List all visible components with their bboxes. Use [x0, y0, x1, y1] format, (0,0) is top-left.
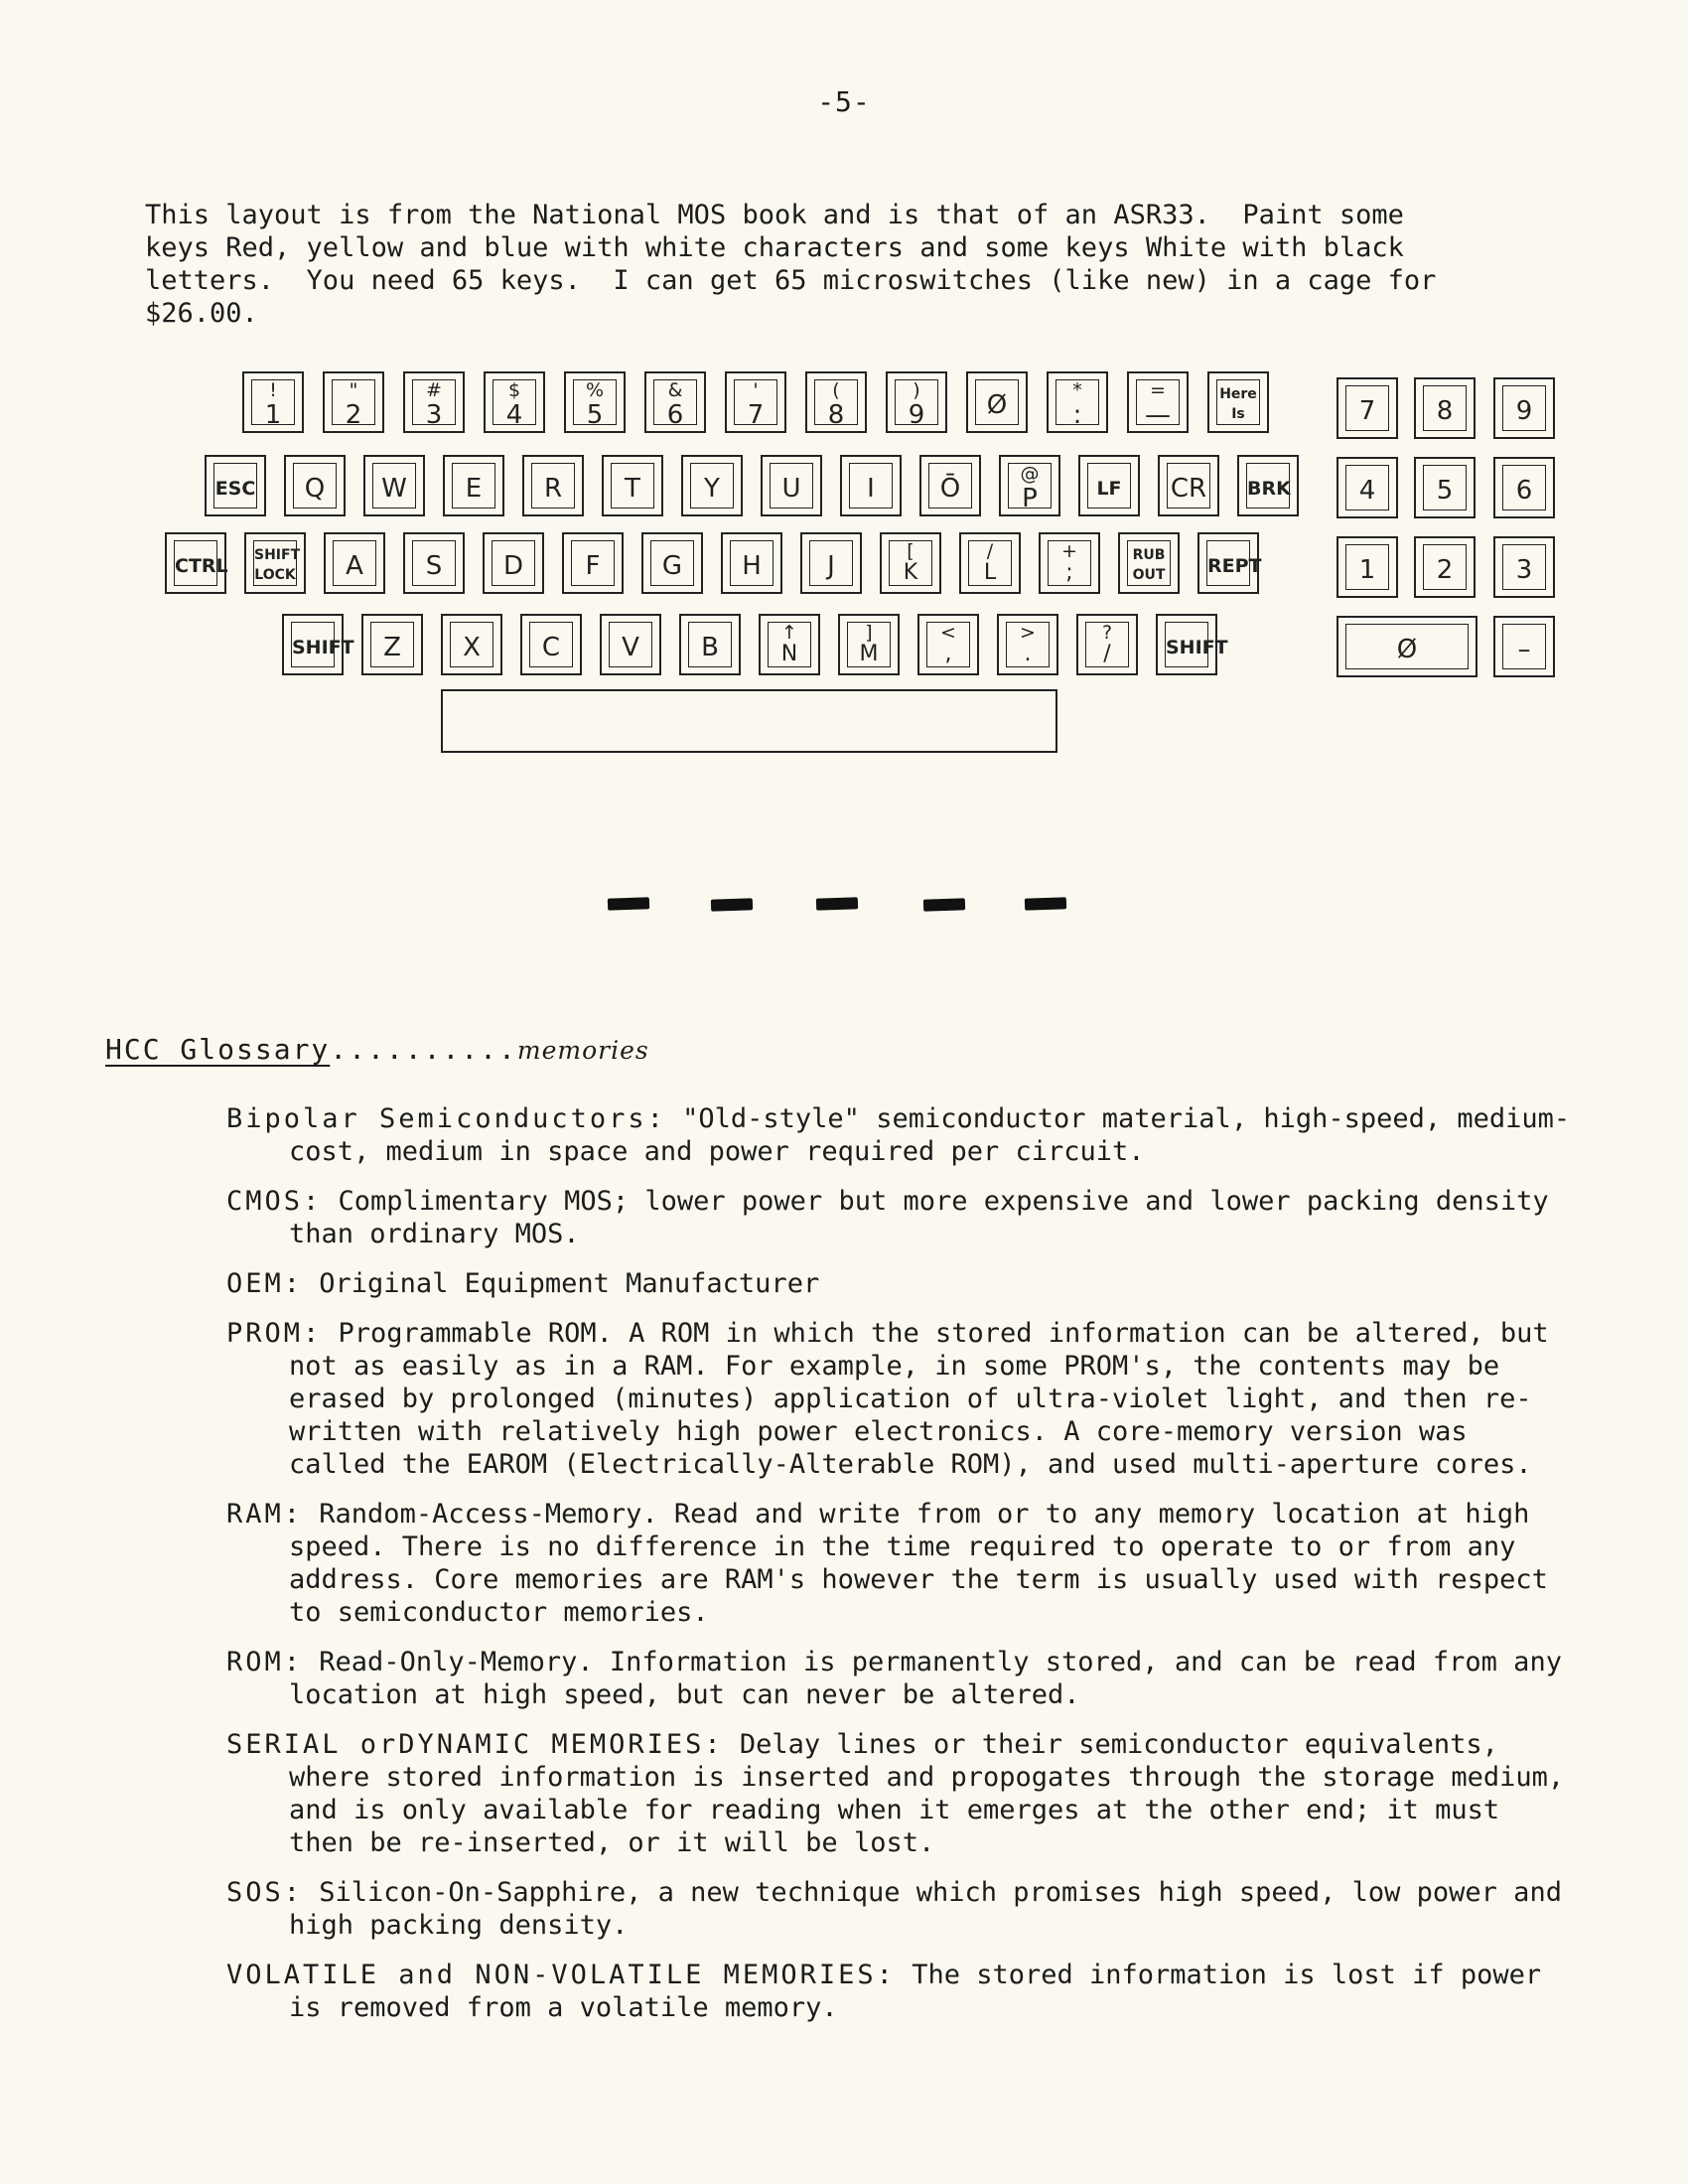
key-label: Ø [1396, 635, 1418, 664]
keyboard-key [1414, 536, 1476, 598]
keyboard-key [244, 532, 306, 594]
key-inner-border [1127, 540, 1171, 586]
key-inner-border [1048, 540, 1091, 586]
key-inner-border [1423, 465, 1467, 510]
key-label: C [541, 633, 561, 662]
keyboard-key [761, 455, 822, 516]
divider-dash [711, 898, 753, 911]
keyboard-key [1336, 616, 1477, 677]
key-inner-border [968, 540, 1012, 586]
key-inner-border [333, 540, 376, 586]
glossary-term: SERIAL orDYNAMIC MEMORIES: [226, 1729, 724, 1760]
key-shift-label: ] [865, 622, 873, 644]
glossary-heading [105, 1033, 649, 1066]
keyboard-key [997, 614, 1058, 675]
key-inner-border [1502, 465, 1546, 510]
keyboard-key [1493, 457, 1555, 518]
key-label: 5 [586, 400, 604, 430]
key-label: SHIFT [292, 636, 354, 658]
keyboard-key [205, 455, 266, 516]
key-label: 4 [1358, 476, 1376, 506]
space-bar [441, 689, 1057, 753]
key-label-line1: Here [1219, 386, 1257, 402]
key-inner-border [332, 379, 375, 430]
divider-dash [816, 897, 858, 910]
glossary-definition: Random-Access-Memory. Read and write from or to any memory location at high speed. There is no difference in the time required to operate to or from any address. Core memories are RAM's however the term is usually used with respect to semiconductor memories. [289, 1499, 1548, 1628]
key-inner-border [1345, 624, 1469, 669]
key-label: M [859, 642, 879, 666]
keyboard-key [564, 371, 626, 433]
key-label: 5 [1436, 476, 1454, 506]
key-label: : [1072, 400, 1082, 430]
keyboard-key [1414, 457, 1476, 518]
keyboard-key [562, 532, 624, 594]
keyboard-key [999, 455, 1060, 516]
key-inner-border [1345, 544, 1389, 590]
key-label: BRK [1247, 477, 1291, 500]
glossary-entry [226, 1185, 1577, 1250]
keyboard-key [363, 455, 425, 516]
key-label: K [903, 560, 918, 585]
keyboard-key [800, 532, 862, 594]
section-divider [608, 898, 1074, 912]
glossary-term: Bipolar Semiconductors: [226, 1103, 666, 1134]
glossary-term: ROM: [226, 1647, 304, 1677]
key-inner-border [895, 379, 938, 430]
key-inner-border [809, 540, 853, 586]
key-label: Y [704, 474, 720, 504]
glossary-dots: .......... [330, 1033, 517, 1066]
key-label: N [780, 642, 798, 666]
key-inner-border [293, 463, 337, 509]
keyboard-key [721, 532, 782, 594]
key-shift-label: $ [507, 379, 521, 401]
key-label: V [622, 633, 639, 662]
keyboard-key [242, 371, 304, 433]
key-label: CTRL [175, 554, 228, 577]
key-label: 9 [1515, 396, 1533, 426]
key-shift-label: > [1020, 622, 1036, 644]
keyboard-key [641, 532, 703, 594]
keyboard-key [1336, 536, 1398, 598]
key-label: REPT [1207, 554, 1262, 577]
divider-dash [608, 897, 649, 910]
keyboard-key [1156, 614, 1228, 675]
key-label: G [661, 551, 683, 581]
key-inner-border [928, 463, 972, 509]
key-inner-border [372, 463, 416, 509]
key-shift-label: ) [913, 379, 920, 401]
key-label: 2 [1436, 555, 1454, 585]
key-inner-border [529, 622, 573, 667]
keyboard-key [1336, 457, 1398, 518]
key-inner-border [847, 622, 891, 667]
keyboard-key [681, 455, 743, 516]
key-label: R [543, 474, 563, 504]
key-label: P [1022, 484, 1038, 513]
key-inner-border [253, 540, 301, 586]
key-inner-border [849, 463, 893, 509]
key-label: L [983, 560, 997, 585]
key-shift-label: + [1061, 540, 1077, 562]
key-label: CR [1170, 474, 1207, 504]
keyboard-key [1039, 532, 1100, 594]
key-inner-border [1502, 544, 1546, 590]
keyboard-key [1076, 614, 1138, 675]
keyboard-key [522, 455, 584, 516]
key-inner-border [531, 463, 575, 509]
keyboard-key [1118, 532, 1180, 594]
glossary-definition: Programmable ROM. A ROM in which the stored information can be altered, but not as easily as in a RAM. For example, in some PROM's, the contents may be erased by prolonged (minutes) application of ultra-violet light, and then re-written with relatively high power electronics. A core-memory version was called the EAROM (Electrically-Alterable ROM), and used multi-aperture cores. [289, 1318, 1549, 1480]
glossary-term: OEM: [226, 1268, 304, 1299]
key-inner-border [1502, 624, 1546, 669]
key-label: Ø [986, 390, 1008, 420]
key-inner-border [653, 379, 697, 430]
key-label: – [1517, 635, 1531, 664]
key-inner-border [412, 379, 456, 430]
glossary-definition: Silicon-On-Sapphire, a new technique which promises high speed, low power and high packing density. [289, 1877, 1562, 1941]
glossary-entry [226, 1102, 1577, 1168]
keyboard-key [602, 455, 663, 516]
keyboard-key [959, 532, 1021, 594]
key-label: Ō [939, 474, 961, 504]
glossary-definition: Read-Only-Memory. Information is permanently stored, and can be read from any location at high speed, but can never be altered. [289, 1647, 1562, 1710]
key-label: 3 [1515, 555, 1533, 585]
keyboard-key [1493, 616, 1555, 677]
key-inner-border [452, 463, 495, 509]
key-shift-label: ' [753, 379, 759, 401]
key-label: / [1103, 642, 1111, 666]
key-label: . [1024, 642, 1032, 666]
keyboard-key [1127, 371, 1189, 433]
key-label: S [425, 551, 443, 581]
key-label-line2: Is [1231, 406, 1245, 422]
keyboard-key [805, 371, 867, 433]
key-label: ESC [214, 477, 256, 500]
keyboard-key [1336, 377, 1398, 439]
glossary-subtitle: memories [516, 1036, 649, 1065]
divider-dash [1025, 897, 1066, 910]
key-inner-border [650, 540, 694, 586]
key-label: 9 [908, 400, 925, 430]
key-label: J [827, 551, 835, 581]
key-inner-border [1055, 379, 1099, 430]
keyboard-key [324, 532, 385, 594]
keyboard-key [840, 455, 902, 516]
keyboard-key [484, 371, 545, 433]
key-shift-label: ! [269, 379, 277, 401]
key-inner-border [370, 622, 414, 667]
keyboard-diagram [0, 0, 1688, 775]
glossary-definition: Complimentary MOS; lower power but more expensive and lower packing density than ordinary MOS. [289, 1186, 1549, 1249]
intro-paragraph: This layout is from the National MOS book and is that of an ASR33. Paint some keys Red, yellow and blue with white characters and some keys White with black letters. You need 65 keys. I can get 65 microswitches (like new) in a cage for $26.00. [145, 200, 1437, 329]
keyboard-key [441, 614, 502, 675]
key-inner-border [814, 379, 858, 430]
key-inner-border [889, 540, 932, 586]
key-inner-border [1216, 379, 1260, 425]
key-label: 7 [747, 400, 765, 430]
key-inner-border [412, 540, 456, 586]
key-label: B [701, 633, 719, 662]
keyboard-key [403, 371, 465, 433]
key-inner-border [926, 622, 970, 667]
key-label-line2: LOCK [254, 567, 296, 583]
glossary-term: VOLATILE and NON-VOLATILE MEMORIES: [226, 1960, 896, 1990]
key-label: , [944, 642, 952, 666]
key-inner-border [688, 622, 732, 667]
key-label: A [346, 551, 363, 581]
key-shift-label: ↑ [781, 622, 797, 644]
key-inner-border [1423, 385, 1467, 431]
keyboard-key [600, 614, 661, 675]
keyboard-key [1078, 455, 1140, 516]
key-inner-border [1502, 385, 1546, 431]
key-inner-border [1008, 463, 1052, 513]
key-shift-label: < [940, 622, 956, 644]
key-label: — [1145, 400, 1171, 430]
key-inner-border [174, 540, 228, 586]
key-shift-label: # [426, 379, 442, 401]
keyboard-key [284, 455, 346, 516]
keyboard-key [282, 614, 354, 675]
glossary-entry [226, 1876, 1577, 1942]
key-inner-border [213, 463, 257, 509]
glossary-definition: Delay lines or their semiconductor equivalents, where stored information is inserted and propogates through the storage medium, and is only available for reading when it emerges at the other end; it must then be re-inserted, or it will be lost. [289, 1729, 1565, 1858]
glossary-definition: The stored information is lost if power is removed from a volatile memory. [289, 1960, 1542, 2023]
keyboard-key [1197, 532, 1262, 594]
key-inner-border [690, 463, 734, 509]
key-label: Q [304, 474, 326, 504]
key-label-line1: RUB [1132, 547, 1166, 563]
key-shift-label: % [585, 379, 605, 401]
keyboard-key [323, 371, 384, 433]
glossary-definition: "Old-style" semiconductor material, high-speed, medium-cost, medium in space and power required per circuit. [289, 1103, 1571, 1167]
page-number: -5- [817, 85, 871, 118]
key-label: F [585, 551, 601, 581]
key-inner-border [1136, 379, 1180, 430]
keyboard-key [520, 614, 582, 675]
keyboard-key [644, 371, 706, 433]
key-label: I [867, 474, 875, 504]
key-label: U [781, 474, 801, 504]
key-label: E [465, 474, 483, 504]
keyboard-key [1493, 377, 1555, 439]
key-label: T [625, 474, 640, 504]
key-shift-label: ( [832, 379, 840, 401]
glossary-entry [226, 1646, 1577, 1711]
key-label-line2: OUT [1132, 567, 1166, 583]
key-inner-border [1085, 622, 1129, 667]
key-inner-border [1006, 622, 1050, 667]
key-label-line1: SHIFT [254, 547, 301, 563]
key-label: 1 [264, 400, 282, 430]
keyboard-key [1237, 455, 1299, 516]
key-label: 8 [827, 400, 845, 430]
glossary-term: RAM: [226, 1499, 304, 1529]
key-inner-border [730, 540, 774, 586]
keyboard-key [886, 371, 947, 433]
key-inner-border [571, 540, 615, 586]
key-label: SHIFT [1166, 636, 1228, 658]
key-shift-label: [ [907, 540, 914, 562]
keyboard-key [403, 532, 465, 594]
key-label: Z [383, 633, 401, 662]
key-shift-label: ? [1101, 622, 1113, 644]
keyboard-key [1493, 536, 1555, 598]
key-label: 6 [666, 400, 684, 430]
key-inner-border [1345, 385, 1389, 431]
keyboard-key [443, 455, 504, 516]
key-inner-border [768, 622, 811, 667]
key-label: 3 [425, 400, 443, 430]
key-inner-border [573, 379, 617, 430]
key-label: W [381, 474, 407, 504]
keyboard-key [1207, 371, 1269, 433]
divider-dash [923, 898, 965, 911]
key-label: 8 [1436, 396, 1454, 426]
glossary-definition: Original Equipment Manufacturer [303, 1268, 820, 1299]
key-inner-border [492, 379, 536, 430]
keyboard-key [483, 532, 544, 594]
key-label: 2 [345, 400, 362, 430]
key-shift-label: " [349, 379, 358, 401]
key-label: 4 [505, 400, 523, 430]
key-shift-label: @ [1020, 463, 1040, 485]
keyboard-key [966, 371, 1028, 433]
keyboard-key [880, 532, 941, 594]
key-inner-border [975, 379, 1019, 425]
key-label: D [502, 551, 524, 581]
glossary-entry [226, 1267, 1577, 1300]
glossary-term: PROM: [226, 1318, 323, 1349]
key-inner-border [734, 379, 777, 430]
key-inner-border [291, 622, 354, 667]
key-label: H [742, 551, 762, 581]
keyboard-key [919, 455, 981, 516]
key-inner-border [770, 463, 813, 509]
key-inner-border [251, 379, 295, 430]
glossary-list [226, 1102, 1577, 2041]
keyboard-key [165, 532, 226, 594]
key-label: X [463, 633, 481, 662]
keyboard-key [1047, 371, 1108, 433]
keyboard-key [1414, 377, 1476, 439]
key-label: 1 [1358, 555, 1376, 585]
key-inner-border [1423, 544, 1467, 590]
keyboard-key [361, 614, 423, 675]
key-shift-label: / [986, 540, 994, 562]
key-label: LF [1096, 477, 1122, 500]
key-inner-border [1167, 463, 1210, 509]
glossary-title: HCC Glossary [105, 1033, 331, 1066]
key-inner-border [492, 540, 535, 586]
keyboard-key [679, 614, 741, 675]
glossary-entry [226, 1959, 1577, 2024]
glossary-entry [226, 1498, 1577, 1629]
key-inner-border [609, 622, 652, 667]
key-label: 7 [1358, 396, 1376, 426]
glossary-entry [226, 1317, 1577, 1481]
keyboard-key [759, 614, 820, 675]
glossary-term: SOS: [226, 1877, 304, 1908]
key-inner-border [1206, 540, 1262, 586]
key-shift-label: * [1072, 379, 1082, 401]
key-inner-border [1345, 465, 1389, 510]
glossary-entry [226, 1728, 1577, 1859]
key-label: ; [1065, 560, 1073, 585]
key-inner-border [450, 622, 493, 667]
keyboard-key [725, 371, 786, 433]
keyboard-key [1158, 455, 1219, 516]
key-inner-border [1165, 622, 1228, 667]
key-label: 6 [1515, 476, 1533, 506]
keyboard-key [917, 614, 979, 675]
key-shift-label: & [667, 379, 683, 401]
glossary-term: CMOS: [226, 1186, 323, 1217]
key-inner-border [611, 463, 654, 509]
key-inner-border [1087, 463, 1131, 509]
keyboard-key [838, 614, 900, 675]
key-shift-label: = [1150, 379, 1166, 401]
key-inner-border [1246, 463, 1290, 509]
